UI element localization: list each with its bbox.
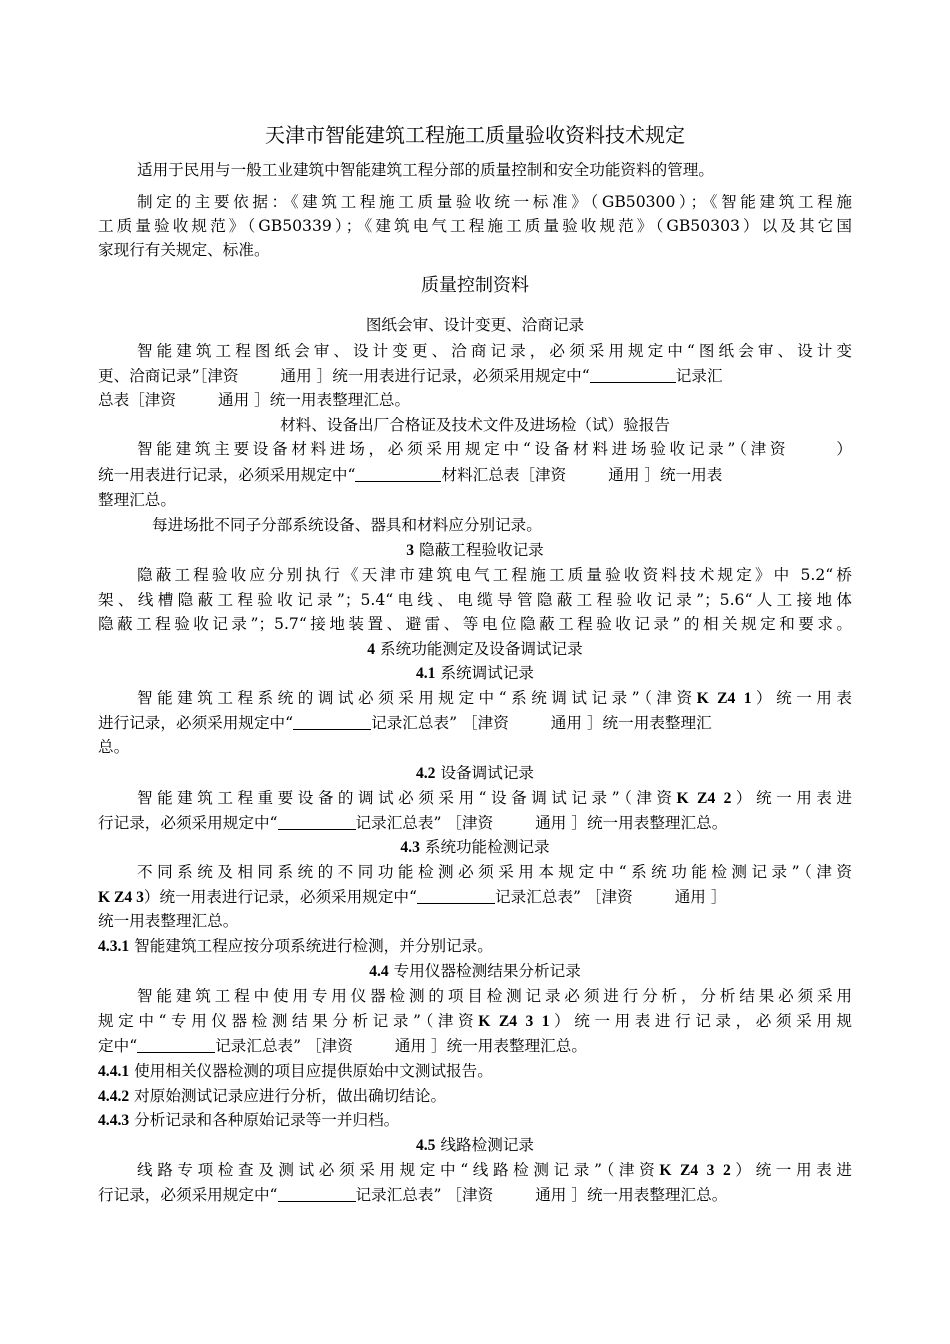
blank-field	[137, 1036, 215, 1053]
intro-line: 家现行有关规定、标准。	[98, 241, 270, 259]
intro-line: 制定的主要依据：《建筑工程施工质量验收统一标准》（GB50300）；《智能建筑工程施	[137, 193, 852, 211]
subsection-heading: 4.2 设备调试记录	[415, 764, 535, 782]
body-line: 统一用表进行记录，必须采用规定中“ 材料汇总表［津资 通用 ］统一用表	[98, 466, 723, 484]
body-line: 进行记录，必须采用规定中“ 记录汇总表” ［津资 通用 ］统一用表整理汇	[98, 714, 712, 732]
body-line: 架、线槽隐蔽工程验收记录”；5.4“电线、电缆导管隐蔽工程验收记录”；5.6“人工接地体	[98, 591, 852, 609]
body-line: 总表［津资 通用 ］统一用表整理汇总。	[98, 391, 411, 409]
body-line: 智能建筑主要设备材料进场，必须采用规定中“设备材料进场验收记录”（津资 ）	[137, 440, 852, 458]
intro-line: 适用于民用与一般工业建筑中智能建筑工程分部的质量控制和安全功能资料的管理。	[137, 161, 714, 179]
body-line: 行记录，必须采用规定中“ 记录汇总表” ［津资 通用 ］统一用表整理汇总。	[98, 814, 728, 832]
subsection-heading: 4.1 系统调试记录	[415, 664, 535, 682]
body-line: 智能建筑工程中使用专用仪器检测的项目检测记录必须进行分析，分析结果必须采用	[137, 987, 852, 1005]
body-line: 更、洽商记录”［津资 通用 ］统一用表进行记录，必须采用规定中“ 记录汇	[98, 367, 723, 385]
subsection-heading: 材料、设备出厂合格证及技术文件及进场检（试）验报告	[280, 416, 670, 434]
body-line: 不同系统及相同系统的不同功能检测必须采用本规定中“系统功能检测记录”（津资	[137, 863, 852, 881]
document-title: 天津市智能建筑工程施工质量验收资料技术规定	[265, 123, 685, 147]
blank-field	[355, 465, 441, 482]
list-item: 4.3.1 智能建筑工程应按分项系统进行检测，并分别记录。	[98, 937, 493, 955]
intro-line: 工质量验收规范》（GB50339）；《建筑电气工程施工质量验收规范》（GB50303）以及其它国	[98, 217, 852, 235]
body-line: 统一用表整理汇总。	[98, 912, 239, 930]
subsection-heading: 4.5 线路检测记录	[415, 1136, 535, 1154]
body-line: 智能建筑工程重要设备的调试必须采用“设备调试记录”（津资K Z4 2）统一用表进	[137, 789, 852, 807]
list-item: 4.4.3 分析记录和各种原始记录等一并归档。	[98, 1111, 400, 1129]
blank-field	[293, 713, 371, 730]
body-line: 行记录，必须采用规定中“ 记录汇总表” ［津资 通用 ］统一用表整理汇总。	[98, 1186, 728, 1204]
subsection-heading: 4.4 专用仪器检测结果分析记录	[369, 962, 581, 980]
body-line: 智能建筑工程系统的调试必须采用规定中“系统调试记录”（津资K Z4 1）统一用表	[137, 689, 852, 707]
list-item: 4.4.2 对原始测试记录应进行分析，做出确切结论。	[98, 1087, 447, 1105]
body-line: 线路专项检查及测试必须采用规定中“线路检测记录”（津资K Z4 3 2）统一用表进	[137, 1161, 852, 1179]
body-line: 每进场批不同子分部系统设备、器具和材料应分别记录。	[152, 516, 542, 534]
body-line: 智能建筑工程图纸会审、设计变更、洽商记录，必须采用规定中“图纸会审、设计变	[137, 342, 852, 360]
subsection-heading: 3 隐蔽工程验收记录	[406, 541, 544, 559]
body-line: 规定中“专用仪器检测结果分析记录”（津资K Z4 3 1）统一用表进行记录，必须采用规	[98, 1012, 852, 1030]
subsection-heading: 4 系统功能测定及设备调试记录	[367, 640, 583, 658]
subsection-heading: 图纸会审、设计变更、洽商记录	[365, 316, 585, 334]
list-item: 4.4.1 使用相关仪器检测的项目应提供原始中文测试报告。	[98, 1062, 493, 1080]
section-heading: 质量控制资料	[421, 275, 529, 296]
blank-field	[590, 366, 676, 383]
body-line: 隐蔽工程验收记录”；5.7“接地装置、避雷、等电位隐蔽工程验收记录”的相关规定和要求。	[98, 615, 852, 633]
body-line: 隐蔽工程验收应分别执行《天津市建筑电气工程施工质量验收资料技术规定》中 5.2“桥	[137, 566, 852, 584]
blank-field	[278, 813, 356, 830]
body-line: K Z4 3）统一用表进行记录，必须采用规定中“ 记录汇总表” ［津资 通用 ］	[98, 888, 727, 906]
blank-field	[417, 887, 495, 904]
body-line: 定中“ 记录汇总表” ［津资 通用 ］统一用表整理汇总。	[98, 1037, 587, 1055]
body-line: 总。	[98, 738, 130, 756]
subsection-heading: 4.3 系统功能检测记录	[400, 838, 550, 856]
body-line: 整理汇总。	[98, 491, 176, 509]
blank-field	[278, 1185, 356, 1202]
